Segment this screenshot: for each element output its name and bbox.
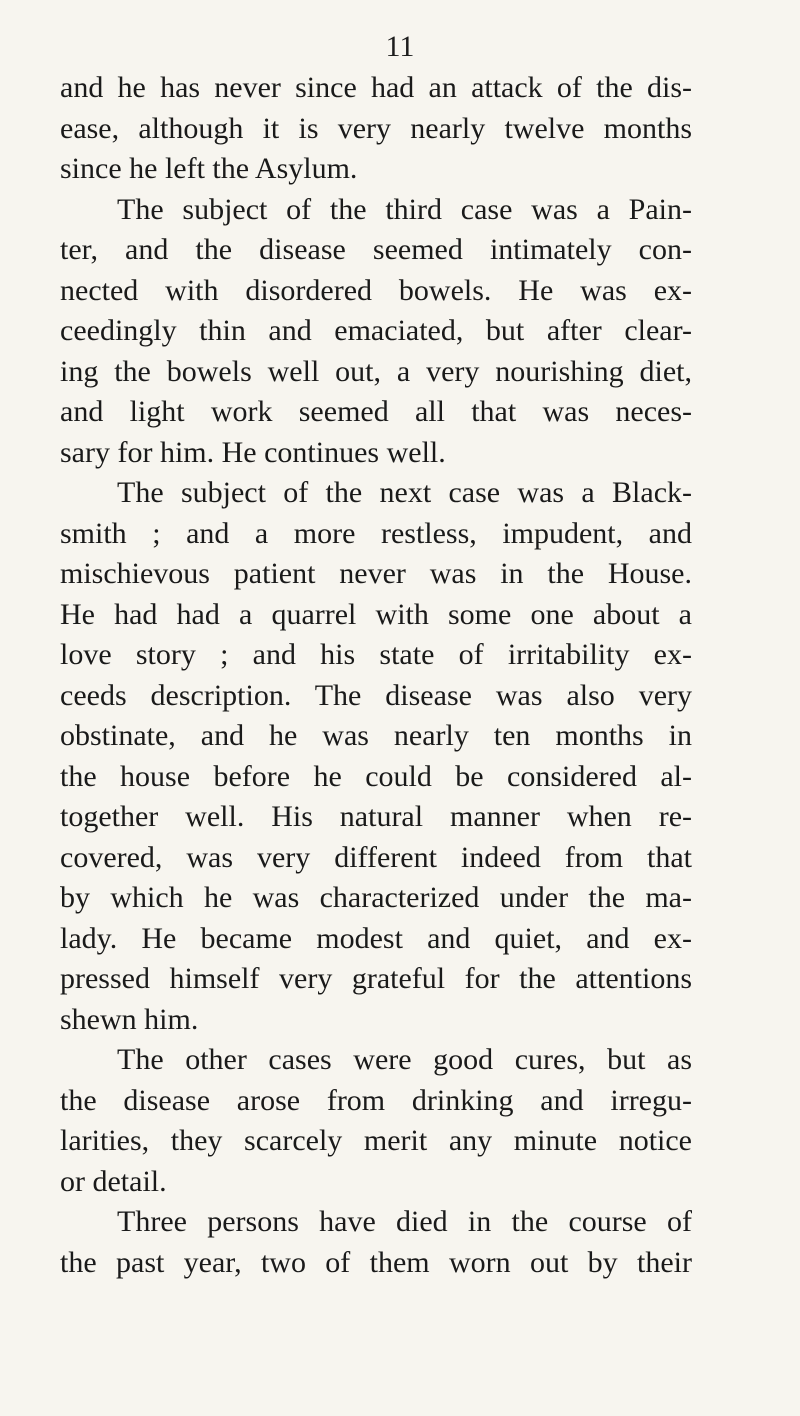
text-line: together well. His natural manner when re-: [60, 800, 692, 833]
text-line: smith ; and a more restless, impudent, and: [60, 516, 692, 550]
text-line: mischievous patient never was in the House.: [60, 557, 692, 590]
text-line: ing the bowels well out, a very nourishing diet,: [60, 354, 692, 388]
page-number: 11: [385, 30, 415, 63]
text-line: obstinate, and he was nearly ten months in: [60, 719, 692, 752]
text-line: and light work seemed all that was neces-: [60, 395, 692, 428]
text-line: lady. He became modest and quiet, and ex-: [60, 921, 692, 955]
text-line: He had had a quarrel with some one about a: [60, 597, 692, 631]
text-line: Three persons have died in the course of: [117, 1205, 692, 1238]
text-line: ceeds description. The disease was also very: [60, 678, 692, 712]
text-line: pressed himself very grateful for the attentions: [60, 962, 692, 995]
text-line: since he left the Asylum.: [60, 152, 358, 185]
text-line: or detail.: [60, 1164, 167, 1198]
text-line: the disease arose from drinking and irregu-: [60, 1083, 692, 1117]
text-line: The other cases were good cures, but as: [117, 1043, 692, 1076]
text-line: by which he was characterized under the ma-: [60, 881, 692, 914]
text-line: ease, although it is very nearly twelve months: [60, 111, 692, 145]
text-line: nected with disordered bowels. He was ex-: [60, 273, 692, 307]
text-line: The subject of the third case was a Pain-: [117, 192, 692, 226]
text-line: love story ; and his state of irritability ex-: [60, 638, 692, 671]
body-text: [60, 68, 692, 1283]
text-line: covered, was very different indeed from that: [60, 840, 692, 874]
text-line: and he has never since had an attack of the dis-: [60, 71, 692, 104]
text-line: sary for him. He continues well.: [60, 435, 446, 469]
text-line: the past year, two of them worn out by their: [60, 1245, 692, 1279]
text-line: The subject of the next case was a Black-: [117, 476, 692, 509]
text-line: larities, they scarcely merit any minute notice: [60, 1124, 692, 1157]
text-line: the house before he could be considered al-: [60, 759, 692, 793]
text-line: ceedingly thin and emaciated, but after clear-: [60, 314, 692, 347]
text-line: ter, and the disease seemed intimately con-: [60, 233, 692, 266]
text-line: shewn him.: [60, 1002, 199, 1036]
